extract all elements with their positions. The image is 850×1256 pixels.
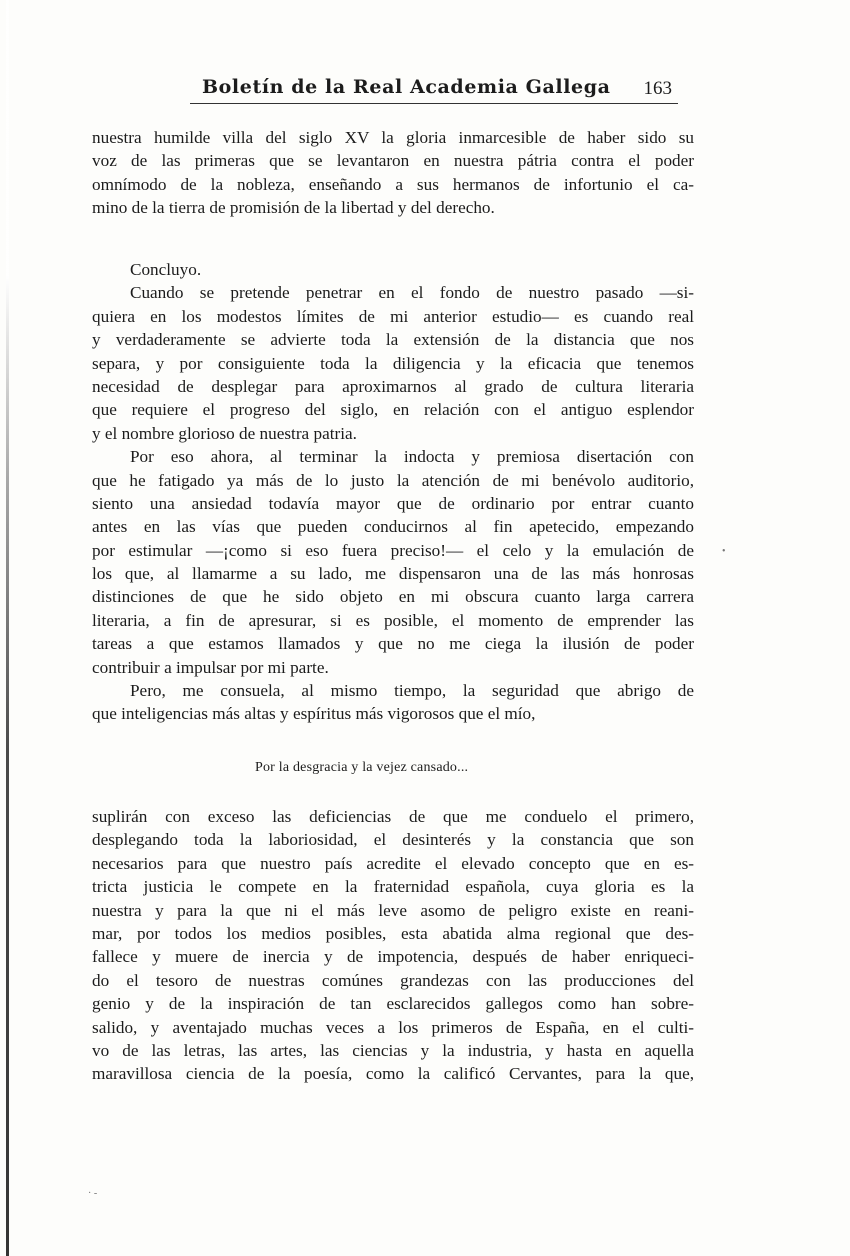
text-line: y el nombre glorioso de nuestra patria. bbox=[92, 423, 357, 443]
paragraph-1 bbox=[92, 126, 694, 220]
text-line: Cuando se pretende penetrar en el fondo de nuestro pasado —si- bbox=[130, 283, 694, 303]
text-line: separa, y por consiguiente toda la diligencia y la eficacia que tenemos bbox=[92, 353, 694, 373]
running-title: Boletín de la Real Academia Gallega bbox=[202, 76, 611, 98]
text-line: mino de la tierra de promisión de la libertad y del derecho. bbox=[92, 198, 495, 218]
paragraph-3 bbox=[92, 805, 694, 1086]
page-number: 163 bbox=[643, 78, 672, 99]
text-line: voz de las primeras que se levantaron en nuestra pátria contra el poder bbox=[92, 151, 694, 171]
text-line: suplirán con exceso las deficiencias de que me conduelo el primero, bbox=[92, 807, 694, 826]
text-line: maravillosa ciencia de la poesía, como la calificó Cervantes, para la que, bbox=[92, 1064, 694, 1084]
text-line: contribuir a impulsar por mi parte. bbox=[92, 657, 329, 677]
text-line: que inteligencias más altas y espíritus más vigorosos que el mío, bbox=[92, 704, 536, 724]
verse-quote: Por la desgracia y la vejez cansado... bbox=[255, 760, 469, 775]
text-line: genio y de la inspiración de tan esclarecidos gallegos como han sobre- bbox=[92, 994, 694, 1014]
text-line: nuestra y para la que ni el más leve asomo de peligro existe en reani- bbox=[92, 900, 694, 920]
text-line: literaria, a fin de apresurar, si es posible, el momento de emprender las bbox=[92, 610, 694, 630]
header-rule bbox=[190, 103, 678, 104]
scan-speck: · - bbox=[88, 1188, 98, 1199]
text-line: tricta justicia le compete en la fraternidad española, cuya gloria es la bbox=[92, 877, 694, 897]
text-line: Pero, me consuela, al mismo tiempo, la seguridad que abrigo de bbox=[130, 681, 694, 701]
text-line: quiera en los modestos límites de mi anterior estudio— es cuando real bbox=[92, 306, 694, 326]
text-line: distinciones de que he sido objeto en mi obscura cuanto larga carrera bbox=[92, 587, 694, 607]
text-line: Por eso ahora, al terminar la indocta y premiosa disertación con bbox=[130, 447, 694, 467]
text-line: siento una ansiedad todavía mayor que de ordinario por entrar cuanto bbox=[92, 493, 694, 513]
page-header bbox=[190, 74, 680, 104]
text-line: que requiere el progreso del siglo, en relación con el antiguo esplendor bbox=[92, 400, 694, 420]
text-line: los que, al llamarme a su lado, me dispensaron una de las más honrosas bbox=[92, 564, 694, 584]
text-line: nuestra humilde villa del siglo XV la gloria inmarcesible de haber sido su bbox=[92, 128, 694, 147]
text-line: necesidad de desplegar para aproximarnos al grado de cultura literaria bbox=[92, 376, 694, 396]
text-line: que he fatigado ya más de lo justo la atención de mi benévolo auditorio, bbox=[92, 470, 694, 490]
text-line: do el tesoro de nuestras comúnes grandezas con las producciones del bbox=[92, 970, 694, 990]
text-line: tareas a que estamos llamados y que no me ciega la ilusión de poder bbox=[92, 634, 694, 654]
text-line: omnímodo de la nobleza, enseñando a sus hermanos de infortunio el ca- bbox=[92, 174, 694, 194]
text-line: fallece y muere de inercia y de impotencia, después de haber enriqueci- bbox=[92, 947, 694, 967]
text-line: mar, por todos los medios posibles, esta abatida alma regional que des- bbox=[92, 923, 694, 943]
text-line: desplegando toda la laboriosidad, el desinterés y la constancia que son bbox=[92, 830, 694, 850]
text-line: por estimular —¡como si eso fuera preciso!— el celo y la emulación de bbox=[92, 540, 694, 560]
text-line: necesarios para que nuestro país acredite el elevado concepto que en es- bbox=[92, 853, 694, 873]
text-line: vo de las letras, las artes, las ciencias y la industria, y hasta en aquella bbox=[92, 1040, 694, 1060]
scan-edge-artifact bbox=[6, 0, 9, 1256]
paragraph-2 bbox=[92, 258, 694, 726]
text-line: antes en las vías que pueden conducirnos al fin apetecido, empezando bbox=[92, 517, 694, 537]
text-line: salido, y aventajado muchas veces a los primeros de España, en el culti- bbox=[92, 1017, 694, 1037]
text-line: y verdaderamente se advierte toda la extensión de la distancia que nos bbox=[92, 330, 694, 350]
text-line: Concluyo. bbox=[130, 260, 202, 279]
scan-speck: • bbox=[722, 546, 726, 557]
